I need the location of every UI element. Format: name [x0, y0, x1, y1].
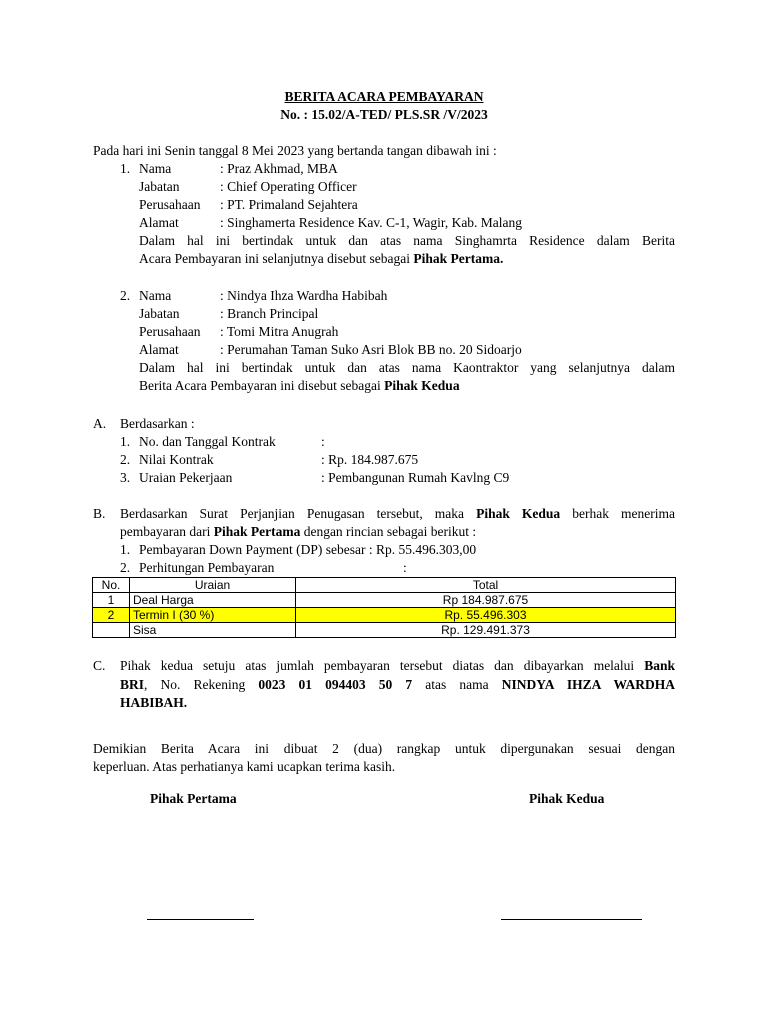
- section-a-heading: Berdasarkan :: [120, 416, 195, 431]
- party1-description-line1: Dalam hal ini bertindak untuk dan atas nama Singhamrta Residence dalam Berita: [139, 233, 675, 248]
- party1-company-value: : PT. Primaland Sejahtera: [220, 197, 358, 212]
- document-number: No. : 15.02/A-TED/ PLS.SR /V/2023: [280, 107, 488, 122]
- section-b-line1: [120, 505, 675, 523]
- table-cell-no: 1: [93, 593, 130, 608]
- table-row: [93, 623, 676, 638]
- section-b-line1-text: Berdasarkan Surat Perjanjian Penugasan tersebut, maka: [120, 506, 477, 521]
- section-a-letter: A.: [93, 416, 107, 431]
- party2-description-line2: [139, 377, 460, 395]
- section-b-item2-colon: :: [403, 560, 407, 575]
- section-b-item1: Pembayaran Down Payment (DP) sebesar : Rp. 55.496.303,00: [139, 542, 477, 557]
- signature-line-second-party: [501, 919, 642, 920]
- table-header-desc: Uraian: [130, 578, 296, 593]
- party2-name-label: Nama: [139, 288, 172, 303]
- party1-number: 1.: [120, 161, 131, 176]
- closing-line1: Demikian Berita Acara ini dibuat 2 (dua) rangkap untuk dipergunakan sesuai dengan: [93, 741, 675, 756]
- payment-table: [92, 577, 676, 638]
- section-b-line2-party: Pihak Pertama: [213, 524, 301, 539]
- section-b-item2: Perhitungan Pembayaran: [139, 560, 275, 575]
- section-c-line1: [120, 657, 675, 675]
- party2-address-value: : Perumahan Taman Suko Asri Blok BB no. 20 Sidoarjo: [220, 342, 522, 357]
- section-b-line2: [120, 523, 476, 541]
- section-c-account-name: NINDYA IHZA WARDHA: [501, 677, 675, 692]
- party2-position-value: : Branch Principal: [220, 306, 319, 321]
- section-c-line2: [120, 676, 675, 694]
- signature-label-second-party: Pihak Kedua: [529, 791, 605, 806]
- section-b-item2-number: 2.: [120, 560, 131, 575]
- party1-address-value: : Singhamerta Residence Kav. C-1, Wagir, Kab. Malang: [220, 215, 523, 230]
- intro-text: Pada hari ini Senin tanggal 8 Mei 2023 yang bertanda tangan dibawah ini :: [93, 143, 497, 158]
- table-cell-desc: Deal Harga: [130, 593, 296, 608]
- party1-address-label: Alamat: [139, 215, 179, 230]
- party2-description-text: Berita Acara Pembayaran ini disebut sebagai: [139, 378, 385, 393]
- section-a-item1-label: No. dan Tanggal Kontrak: [139, 434, 276, 449]
- party1-description-line2: [139, 250, 503, 268]
- section-c-line3: HABIBAH.: [120, 695, 188, 710]
- section-a-item3-number: 3.: [120, 470, 131, 485]
- party1-company-label: Perusahaan: [139, 197, 201, 212]
- party1-name-label: Nama: [139, 161, 172, 176]
- document-title: BERITA ACARA PEMBAYARAN: [284, 89, 484, 104]
- party1-position-label: Jabatan: [139, 179, 180, 194]
- section-b-line1-party: Pihak Kedua: [476, 506, 561, 521]
- section-c-bank-name: BRI: [120, 677, 145, 692]
- section-a-item1-number: 1.: [120, 434, 131, 449]
- section-c-bank: Bank: [644, 658, 675, 673]
- party2-position-label: Jabatan: [139, 306, 180, 321]
- section-b-letter: B.: [93, 506, 106, 521]
- party2-name-value: : Nindya Ihza Wardha Habibah: [220, 288, 388, 303]
- table-cell-no: 2: [93, 608, 130, 623]
- signature-line-first-party: [147, 919, 254, 920]
- table-cell-no: [93, 623, 130, 638]
- table-row: [93, 593, 676, 608]
- closing-line2: keperluan. Atas perhatianya kami ucapkan terima kasih.: [93, 759, 396, 774]
- section-a-item1-value: :: [321, 434, 325, 449]
- table-cell-total: Rp. 129.491.373: [296, 623, 676, 638]
- party2-number: 2.: [120, 288, 131, 303]
- section-c-account-name-label: atas nama: [412, 677, 502, 692]
- table-header-row: [93, 578, 676, 593]
- section-a-item2-number: 2.: [120, 452, 131, 467]
- party2-address-label: Alamat: [139, 342, 179, 357]
- section-a-item3-value: : Pembangunan Rumah Kavlng C9: [321, 470, 510, 485]
- party1-role: Pihak Pertama.: [413, 251, 504, 266]
- section-c-account-number: 0023 01 094403 50 7: [258, 677, 413, 692]
- table-cell-total: Rp 184.987.675: [296, 593, 676, 608]
- table-row-highlighted: [93, 608, 676, 623]
- table-cell-total: Rp. 55.496.303: [296, 608, 676, 623]
- party2-description-line1: Dalam hal ini bertindak untuk dan atas nama Kaontraktor yang selanjutnya dalam: [139, 360, 675, 375]
- section-a-item3-label: Uraian Pekerjaan: [139, 470, 233, 485]
- section-b-line2-text: pembayaran dari: [120, 524, 214, 539]
- section-c-letter: C.: [93, 658, 106, 673]
- party1-position-value: : Chief Operating Officer: [220, 179, 357, 194]
- section-b-line1-rest: berhak menerima: [560, 506, 675, 521]
- party2-company-value: : Tomi Mitra Anugrah: [220, 324, 339, 339]
- table-header-no: No.: [93, 578, 130, 593]
- section-a-item2-value: : Rp. 184.987.675: [321, 452, 419, 467]
- party2-company-label: Perusahaan: [139, 324, 201, 339]
- signature-label-first-party: Pihak Pertama: [150, 791, 237, 806]
- section-c-account-label: , No. Rekening: [144, 677, 259, 692]
- table-cell-desc: Sisa: [130, 623, 296, 638]
- party1-name-value: : Praz Akhmad, MBA: [220, 161, 338, 176]
- table-header-total: Total: [296, 578, 676, 593]
- party2-role: Pihak Kedua: [384, 378, 460, 393]
- party1-description-text: Acara Pembayaran ini selanjutnya disebut sebagai: [139, 251, 414, 266]
- section-c-line1-text: Pihak kedua setuju atas jumlah pembayaran tersebut diatas dan dibayarkan melalui: [120, 658, 645, 673]
- section-b-line2-rest: dengan rincian sebagai berikut :: [300, 524, 477, 539]
- section-b-item1-number: 1.: [120, 542, 131, 557]
- section-a-item2-label: Nilai Kontrak: [139, 452, 214, 467]
- table-cell-desc: Termin I (30 %): [130, 608, 296, 623]
